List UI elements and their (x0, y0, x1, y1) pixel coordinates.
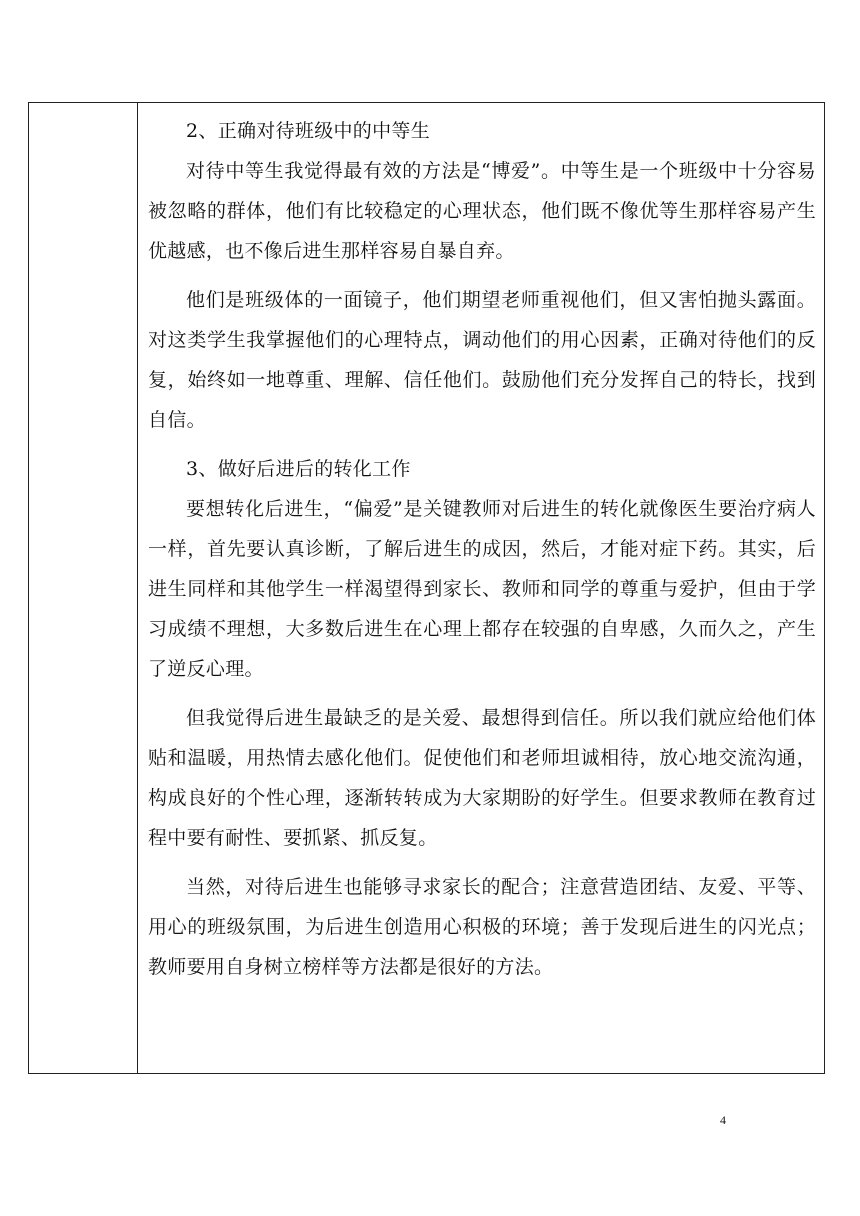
paragraph-middle-students-2: 他们是班级体的一面镜子，他们期望老师重视他们，但又害怕抛头露面。对这类学生我掌握他们的心理特点，调动他们的用心因素，正确对待他们的反复，始终如一地尊重、理解、信任他们。鼓励他们充分发挥自己的特长，找到自信。 (148, 289, 816, 431)
paragraph-struggling-students-3: 当然，对待后进生也能够寻求家长的配合；注意营造团结、友爱、平等、用心的班级氛围，为后进生创造用心积极的环境；善于发现后进生的闪光点；教师要用自身树立榜样等方法都是很好的方法。 (148, 876, 816, 978)
paragraph-struggling-students-2: 但我觉得后进生最缺乏的是关爱、最想得到信任。所以我们就应给他们体贴和温暖，用热情去感化他们。促使他们和老师坦诚相待，放心地交流沟通，构成良好的个性心理，逐渐转转成为大家期盼的好学生。但要求教师在教育过程中要有耐性、要抓紧、抓反复。 (148, 707, 816, 849)
table-left-cell (29, 103, 138, 1073)
paragraph-struggling-students-1: 要想转化后进生，“偏爱”是关键教师对后进生的转化就像医生要治疗病人一样，首先要认真诊断，了解后进生的成因，然后，才能对症下药。其实，后进生同样和其他学生一样渴望得到家长、教师和同学的尊重与爱护，但由于学习成绩不理想，大多数后进生在心理上都存在较强的自卑感，久而久之，产生了逆反心理。 (148, 498, 816, 680)
paragraph-middle-students-1: 对待中等生我觉得最有效的方法是“博爱”。中等生是一个班级中十分容易被忽略的群体，他们有比较稳定的心理状态，他们既不像优等生那样容易产生优越感，也不像后进生那样容易自暴自弃。 (148, 160, 816, 262)
document-table (28, 102, 825, 1074)
section-heading-2: 2、正确对待班级中的中等生 (186, 120, 430, 142)
section-heading-3: 3、做好后进后的转化工作 (186, 458, 411, 480)
table-content-cell (138, 103, 824, 1073)
page-number: 4 (720, 1113, 726, 1127)
